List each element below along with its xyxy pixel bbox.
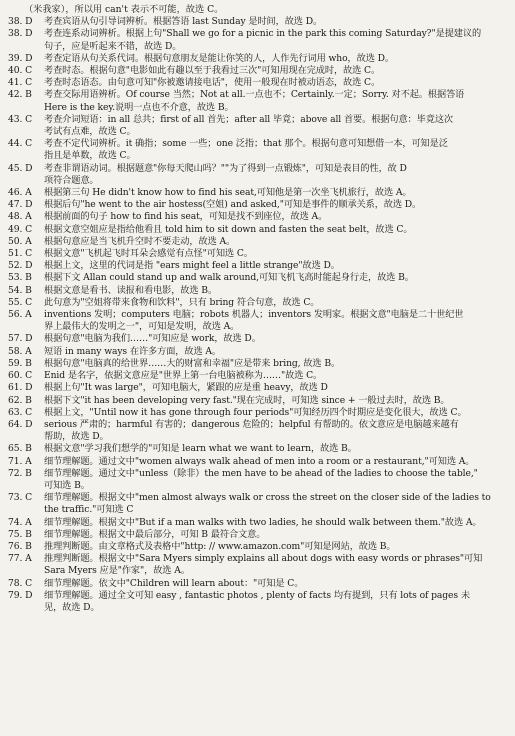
question-number: 62. B bbox=[8, 394, 32, 406]
question-number: 48. A bbox=[8, 211, 32, 223]
question-number: 43. C bbox=[8, 113, 33, 125]
explanation-text: 根据文意"学习我们想学的"可知是 learn what we want to learn，故选 B。 bbox=[44, 443, 357, 455]
answer-entry bbox=[8, 28, 507, 40]
explanation-text: 根据上文，"Until now it has gone through four periods"可知经历四个时期应是变化很大，故选 C。 bbox=[44, 406, 467, 418]
explanation-text: 帮助，故选 D。 bbox=[44, 431, 109, 443]
question-number: 44. C bbox=[8, 138, 33, 150]
explanation-text: 根据下文"it has been developing very fast."现在完成时，可知选 since + 一般过去时，故选 B。 bbox=[44, 394, 450, 406]
question-number bbox=[8, 565, 44, 577]
question-number bbox=[8, 150, 44, 162]
answer-entry-continuation bbox=[8, 126, 507, 138]
explanation-text: 根据句意"电脑真的给世界……大的财富和幸福"应是带来 bring, 故选 B。 bbox=[44, 357, 341, 369]
question-number: 38. D bbox=[8, 16, 33, 28]
explanation-text: 界上最伟大的发明之一"，可知是发明，故选 A。 bbox=[44, 321, 240, 333]
question-number: 54. B bbox=[8, 284, 32, 296]
explanation-text: 推理判断题。根据文中"Sara Myers simply explains all about dogs with easy words or phrases"可知 bbox=[44, 553, 483, 565]
answer-entry bbox=[8, 358, 507, 370]
explanation-text: 细节理解题。通过全文可知 easy , fantastic photos , plenty of facts 均有提到，只有 lots of pages 未 bbox=[44, 589, 470, 601]
question-number: 71. A bbox=[8, 455, 32, 467]
answer-entry bbox=[8, 199, 507, 211]
answer-entry bbox=[8, 309, 507, 321]
question-number: 76. B bbox=[8, 540, 32, 552]
question-number: 47. D bbox=[8, 199, 33, 211]
answer-entry bbox=[8, 492, 507, 504]
answer-entry-continuation bbox=[8, 565, 507, 577]
explanation-text: 细节理解题。通过文中"unless（除非）the men have to be ahead of the ladies to choose the table," bbox=[44, 467, 478, 479]
question-number: 65. B bbox=[8, 443, 32, 455]
explanation-text: 考查不定代词辨析。it 确指；some 一些；one 泛指；that 那个。根据句意可知想借一本，可知是泛 bbox=[44, 138, 448, 150]
question-number: 41. C bbox=[8, 77, 33, 89]
answer-entry bbox=[8, 285, 507, 297]
question-number: 74. A bbox=[8, 516, 32, 528]
question-number bbox=[8, 102, 44, 114]
answer-entry-continuation bbox=[8, 480, 507, 492]
explanation-text: 考查时态语态。由句意可知"你被邀请接电话"，使用一般现在时被动语态，故选 C。 bbox=[44, 77, 381, 89]
explanation-text: 可知选 B。 bbox=[44, 479, 90, 491]
answer-entry bbox=[8, 456, 507, 468]
answer-entry bbox=[8, 53, 507, 65]
answer-entry bbox=[8, 272, 507, 284]
explanation-text: 细节理解题。根据文中最后部分，可知 B 最符合文意。 bbox=[44, 528, 266, 540]
question-number: 58. A bbox=[8, 345, 32, 357]
question-number: 55. C bbox=[8, 296, 33, 308]
question-number: 73. C bbox=[8, 492, 33, 504]
explanation-text: 考查介词短语：in all 总共；first of all 首先；after all 毕竟；above all 首要。根据句意：毕竟这次 bbox=[44, 113, 453, 125]
explanation-text: 根据上句"It was large"，可知电脑大，紧跟的应是重 heavy，故选 D bbox=[44, 382, 328, 394]
answer-entry bbox=[8, 248, 507, 260]
explanation-text: 项符合题意。 bbox=[44, 174, 99, 186]
explanation-text: Here is the key.说明一点也不介意，故选 B。 bbox=[44, 101, 234, 113]
answer-entry bbox=[8, 211, 507, 223]
answer-entry bbox=[8, 260, 507, 272]
answer-entry bbox=[8, 553, 507, 565]
explanation-text: Sara Myers 应是"作家"，故选 A。 bbox=[44, 565, 190, 577]
answer-entry bbox=[8, 224, 507, 236]
question-number: 40. C bbox=[8, 65, 33, 77]
answer-entry-continuation bbox=[8, 504, 507, 516]
explanation-text: 根据下文 Allan could stand up and walk around,可知飞机飞高时能起身行走，故选 B。 bbox=[44, 272, 414, 284]
explanation-text: serious 严肃的；harmful 有害的；dangerous 危险的；helpful 有帮助的。依文意应是电脑越来越有 bbox=[44, 418, 459, 430]
answer-entry bbox=[8, 468, 507, 480]
explanation-text: 句子，应是听起来不错，故选 D。 bbox=[44, 40, 182, 52]
question-number bbox=[8, 504, 44, 516]
explanation-text: 根据文意是看书、读报和看电影，故选 B。 bbox=[44, 284, 218, 296]
answer-entry-continuation bbox=[8, 175, 507, 187]
explanation-text: 根据句意应是当飞机升空时不要走动，故选 A。 bbox=[44, 235, 236, 247]
answer-entry bbox=[8, 187, 507, 199]
answer-entry bbox=[8, 16, 507, 28]
answer-entry-continuation bbox=[8, 102, 507, 114]
question-number: 50. A bbox=[8, 235, 32, 247]
answer-entry bbox=[8, 443, 507, 455]
question-number: 77. A bbox=[8, 553, 32, 565]
explanation-text: 根据前面的句子 how to find his seat，可知是找不到座位，故选 A。 bbox=[44, 211, 328, 223]
answer-entry-continuation bbox=[8, 321, 507, 333]
explanation-text: Enid 是名字，依据文意应是"世界上第一台电脑被称为……"故选 C。 bbox=[44, 370, 323, 382]
explanation-text: 短语 in many ways 在许多方面，故选 A。 bbox=[44, 345, 221, 357]
answer-entry bbox=[8, 578, 507, 590]
answer-entry bbox=[8, 370, 507, 382]
answer-entry bbox=[8, 333, 507, 345]
question-number bbox=[8, 126, 44, 138]
answer-entry bbox=[8, 407, 507, 419]
answer-entry bbox=[8, 163, 507, 175]
explanation-text: 考查交际用语辨析。Of course 当然；Not at all.一点也不；Certainly.一定；Sorry. 对不起。根据答语 bbox=[44, 89, 465, 101]
question-number: 38. D bbox=[8, 28, 33, 40]
answer-entry bbox=[8, 138, 507, 150]
explanation-text: the traffic."可知选 C bbox=[44, 504, 134, 516]
explanation-text: 根据文意空姐应是指给他看且 told him to sit down and fasten the seat belt，故选 C。 bbox=[44, 223, 413, 235]
explanation-text: 此句意为"空姐将带来食物和饮料"，只有 bring 符合句意，故选 C。 bbox=[44, 296, 320, 308]
explanation-text: 考查定语从句关系代词。根据句意朋友是能让你笑的人，人作先行词用 who，故选 D。 bbox=[44, 52, 394, 64]
explanation-text: 指且是单数，故选 C。 bbox=[44, 150, 136, 162]
lead-line: （米我家），所以用 can't 表示不可能，故选 C。 bbox=[24, 4, 224, 15]
answer-entry-continuation bbox=[8, 602, 507, 614]
question-number: 72. B bbox=[8, 467, 32, 479]
question-number bbox=[8, 41, 44, 53]
explanation-text: 根据句意"电脑为我们……"可知应是 work，故选 D。 bbox=[44, 333, 261, 345]
question-number: 51. C bbox=[8, 248, 33, 260]
answer-entry bbox=[8, 89, 507, 101]
answer-entry-continuation bbox=[8, 150, 507, 162]
answer-entry-continuation bbox=[8, 41, 507, 53]
question-number: 53. B bbox=[8, 272, 32, 284]
answer-entry bbox=[8, 65, 507, 77]
explanation-text: 细节理解题。根据文中"But if a man walks with two ladies, he should walk between them."故选 A。 bbox=[44, 516, 482, 528]
explanation-text: 细节理解题。通过文中"women always walk ahead of men into a room or a restaurant,"可知选 A。 bbox=[44, 455, 475, 467]
question-number: 64. D bbox=[8, 418, 33, 430]
question-number: 57. D bbox=[8, 333, 33, 345]
question-number: 79. D bbox=[8, 589, 33, 601]
question-number: 45. D bbox=[8, 162, 33, 174]
explanation-text: 根据后句"he went to the air hostess(空姐) and asked,"可知是事件的顺承关系，故选 D。 bbox=[44, 199, 422, 211]
explanation-text: 考查时态。根据句意"电影如此有趣以至于我看过三次"可知用现在完成时，故选 C。 bbox=[44, 65, 381, 77]
question-number: 49. C bbox=[8, 223, 33, 235]
explanation-text: 考查连系动词辨析。根据上句"Shall we go for a picnic in the park this coming Saturday?"是提建议的 bbox=[44, 28, 482, 40]
question-number: 56. A bbox=[8, 309, 32, 321]
explanation-text: 根据文意"飞机起飞时耳朵会感觉有点怪"可知选 C。 bbox=[44, 248, 253, 260]
explanation-text: 推理判断题。由文章格式及表格中"http: // www.amazon.com"可知是网站，故选 B。 bbox=[44, 540, 396, 552]
question-number: 78. C bbox=[8, 577, 33, 589]
answer-entry bbox=[8, 297, 507, 309]
answer-entry bbox=[8, 541, 507, 553]
answer-entry-continuation bbox=[8, 431, 507, 443]
answer-entry bbox=[8, 529, 507, 541]
answer-entry bbox=[8, 77, 507, 89]
question-number: 42. B bbox=[8, 89, 32, 101]
explanation-text: inventions 发明；computers 电脑；robots 机器人；inventors 发明家。根据文意"电脑是二十世纪世 bbox=[44, 309, 464, 321]
question-number bbox=[8, 431, 44, 443]
answer-entry bbox=[8, 346, 507, 358]
answer-list bbox=[8, 16, 507, 614]
question-number: 46. A bbox=[8, 187, 32, 199]
answer-entry bbox=[8, 236, 507, 248]
question-number: 52. D bbox=[8, 260, 33, 272]
explanation-text: 细节理解题。依文中"Children will learn about："可知是 C。 bbox=[44, 577, 304, 589]
question-number: 75. B bbox=[8, 528, 32, 540]
question-number: 63. C bbox=[8, 406, 33, 418]
explanation-text: 根据第三句 He didn't know how to find his seat,可知他是第一次坐飞机旅行，故选 A。 bbox=[44, 187, 412, 199]
explanation-text: 考试有点难，故选 C。 bbox=[44, 126, 136, 138]
question-number: 39. D bbox=[8, 52, 33, 64]
question-number bbox=[8, 175, 44, 187]
explanation-text: 见，故选 D。 bbox=[44, 601, 100, 613]
answer-entry bbox=[8, 590, 507, 602]
explanation-text: 根据上文，这里的代词是指 "ears might feel a little strange"故选 D。 bbox=[44, 260, 340, 272]
question-number bbox=[8, 321, 44, 333]
answer-entry bbox=[8, 395, 507, 407]
question-number: 59. B bbox=[8, 357, 32, 369]
answer-entry bbox=[8, 419, 507, 431]
answer-entry bbox=[8, 114, 507, 126]
explanation-text: 考查宾语从句引导词辨析。根据答语 last Sunday 是时间，故选 D。 bbox=[44, 16, 323, 28]
question-number bbox=[8, 480, 44, 492]
answer-entry bbox=[8, 517, 507, 529]
explanation-text: 细节理解题。根据文中"men almost always walk or cross the street on the closer side of the ladies to bbox=[44, 492, 491, 504]
question-number bbox=[8, 602, 44, 614]
question-number: 60. C bbox=[8, 370, 33, 382]
question-number: 61. D bbox=[8, 382, 33, 394]
explanation-text: 考查非谓语动词。根据题意"你每天爬山吗？""为了得到一点锻炼"，可知是表目的性，故 D bbox=[44, 162, 407, 174]
answer-entry bbox=[8, 382, 507, 394]
